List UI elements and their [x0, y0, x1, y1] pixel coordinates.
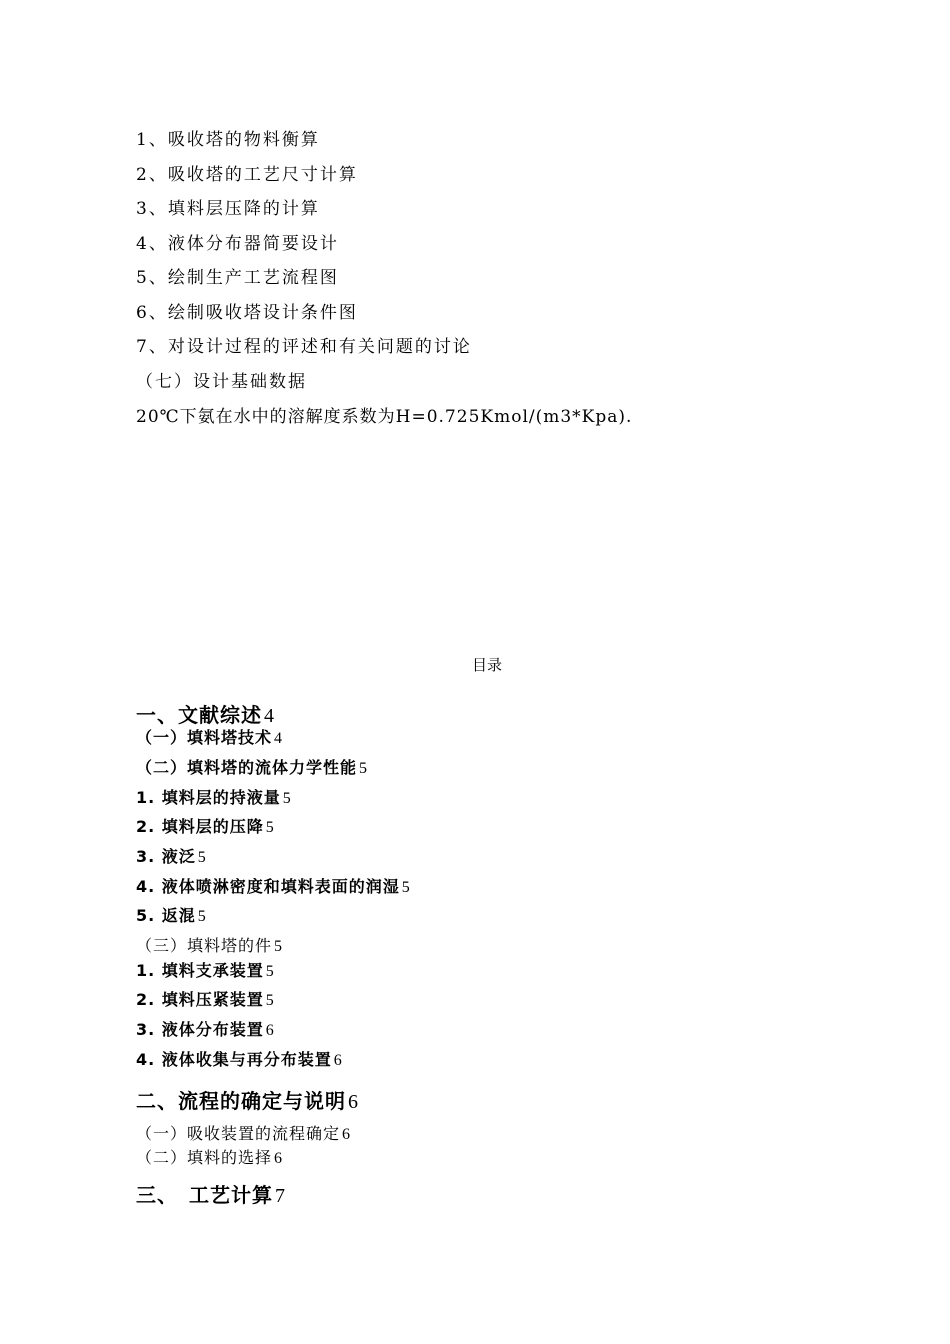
toc-entry[interactable]	[136, 725, 283, 748]
toc-entry[interactable]	[136, 987, 275, 1010]
design-item-2: 2、吸收塔的工艺尺寸计算	[136, 165, 358, 185]
design-item-7: 7、对设计过程的评述和有关问题的讨论	[136, 337, 472, 357]
design-item-3: 3、填料层压降的计算	[136, 199, 320, 219]
toc-entry-text: （一）吸收装置的流程确定	[136, 1124, 341, 1143]
toc-entry-page: 5	[265, 963, 275, 980]
toc-entry-text: 一、文献综述	[136, 703, 262, 727]
toc-entry[interactable]	[136, 874, 411, 897]
toc-entry-page: 6	[265, 1022, 275, 1039]
toc-entry-text: （二）填料塔的流体力学性能	[136, 758, 358, 777]
basic-data-heading: （七）设计基础数据	[136, 372, 307, 392]
toc-entry-page: 6	[333, 1052, 343, 1069]
design-item-5: 5、绘制生产工艺流程图	[136, 268, 339, 288]
design-item-6: 6、绘制吸收塔设计条件图	[136, 303, 358, 323]
toc-entry-page: 7	[275, 1185, 286, 1207]
toc-entry-text: 1. 填料支承装置	[136, 961, 264, 980]
toc-entry[interactable]	[136, 958, 275, 981]
toc-entry-page: 5	[401, 879, 411, 896]
toc-entry[interactable]	[136, 1085, 359, 1114]
toc-entry-page: 4	[274, 730, 284, 747]
design-item-4: 4、液体分布器简要设计	[136, 234, 339, 254]
toc-entry-text: （三）填料塔的件	[136, 936, 273, 955]
toc-entry-text: 二、流程的确定与说明	[136, 1089, 346, 1113]
toc-entry-text: （二）填料的选择	[136, 1148, 273, 1167]
toc-entry-text: 2. 填料层的压降	[136, 817, 264, 836]
toc-entry-text: 2. 填料压紧装置	[136, 990, 264, 1009]
toc-entry[interactable]	[136, 699, 275, 728]
toc-entry-text: 1. 填料层的持液量	[136, 788, 281, 807]
toc-entry-text: 5. 返混	[136, 906, 196, 925]
basic-data-text: 20℃下氨在水中的溶解度系数为H=0.725Kmol/(m3*Kpa).	[136, 407, 633, 427]
toc-entry-text: 4. 液体收集与再分布装置	[136, 1050, 332, 1069]
toc-entry-text: （一）填料塔技术	[136, 728, 273, 747]
toc-entry-page: 6	[348, 1091, 359, 1113]
toc-entry-text: 4. 液体喷淋密度和填料表面的润湿	[136, 877, 400, 896]
toc-entry[interactable]	[136, 1047, 343, 1070]
toc-entry-text: 3. 液泛	[136, 847, 196, 866]
toc-entry-page: 5	[282, 790, 292, 807]
toc-entry-page: 6	[274, 1150, 284, 1167]
toc-entry[interactable]	[136, 1145, 283, 1168]
toc-entry[interactable]	[136, 814, 275, 837]
toc-entry[interactable]	[136, 1017, 275, 1040]
toc-entry[interactable]	[136, 755, 368, 778]
toc-entry-page: 5	[265, 992, 275, 1009]
toc-entry-page: 4	[264, 705, 275, 727]
toc-entry[interactable]	[136, 903, 207, 926]
toc-entry-page: 5	[197, 908, 207, 925]
toc-entry-text: 三、 工艺计算	[136, 1183, 273, 1207]
toc-entry-page: 6	[342, 1126, 352, 1143]
toc-entry[interactable]	[136, 785, 292, 808]
toc-entry-page: 5	[359, 760, 369, 777]
toc-entry[interactable]	[136, 844, 207, 867]
toc-entry-page: 5	[265, 819, 275, 836]
toc-entry-page: 5	[274, 938, 284, 955]
toc-entry[interactable]	[136, 1121, 351, 1144]
toc-entry[interactable]	[136, 933, 283, 956]
design-item-1: 1、吸收塔的物料衡算	[136, 130, 320, 150]
toc-entry[interactable]	[136, 1179, 286, 1208]
toc-title: 目录	[471, 656, 502, 674]
toc-entry-text: 3. 液体分布装置	[136, 1020, 264, 1039]
toc-entry-page: 5	[197, 849, 207, 866]
